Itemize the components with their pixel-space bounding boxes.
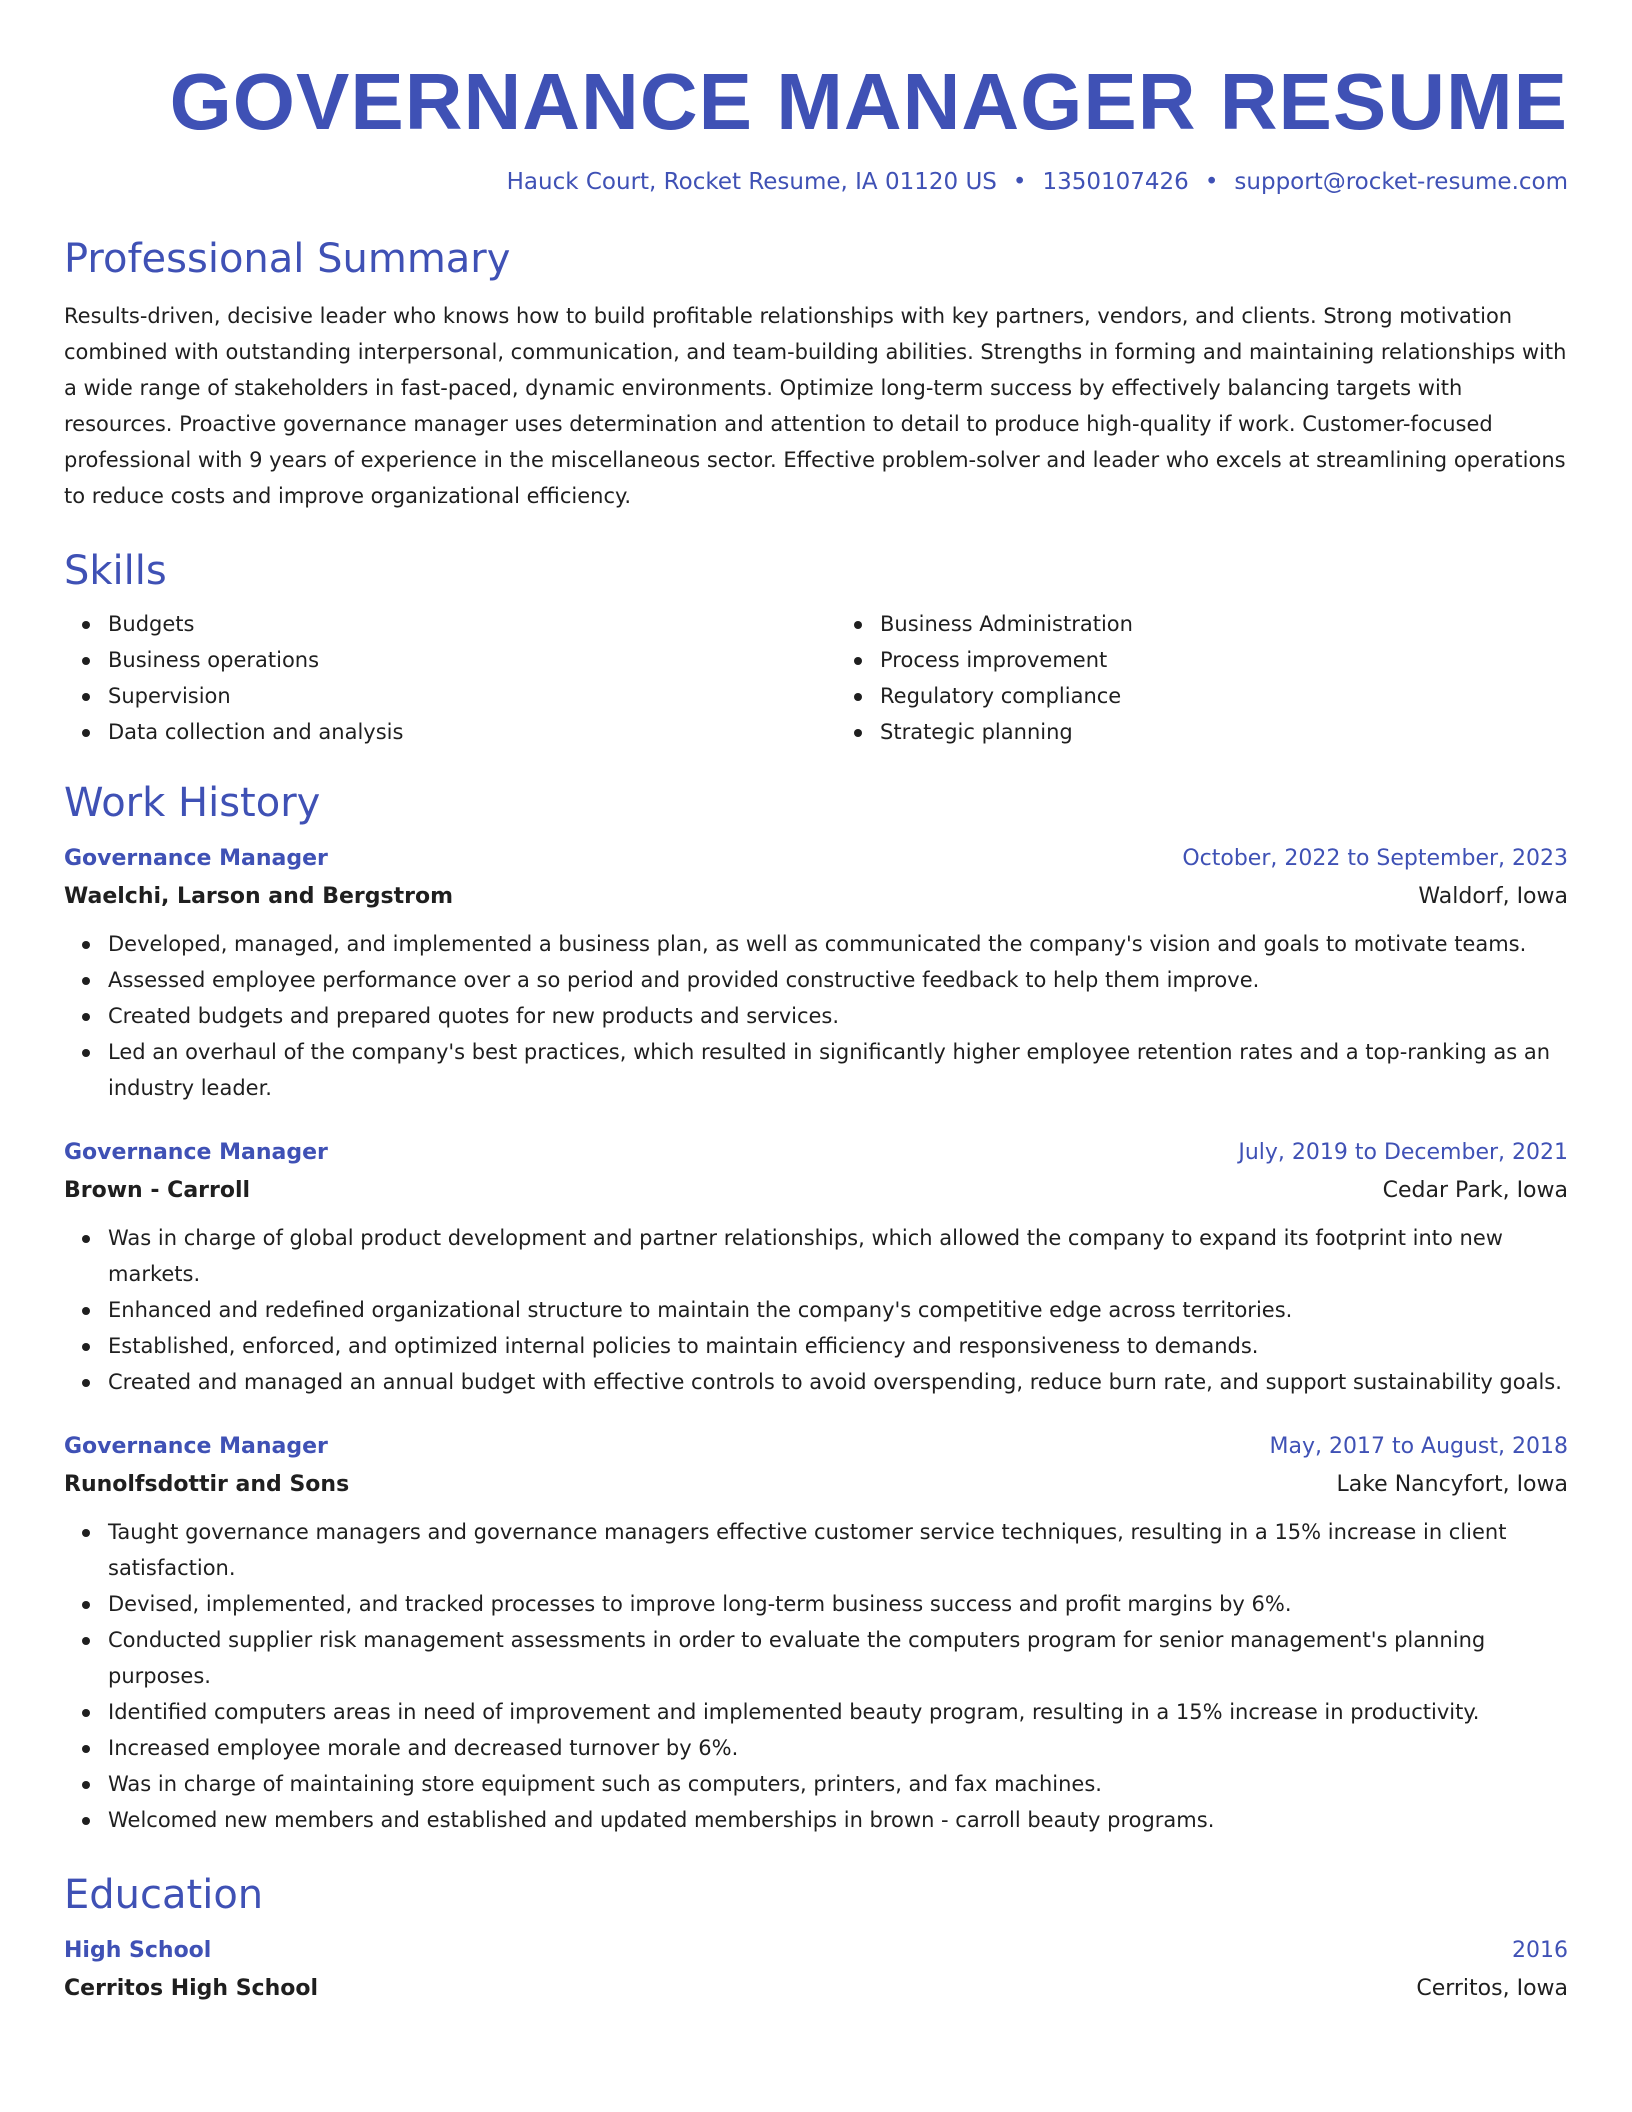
education-header-row (64, 1932, 1568, 1970)
skills-heading: Skills (64, 548, 167, 594)
job-bullet: Assessed employee performance over a so period and provided constructive feedback to help them improve. (64, 962, 1568, 998)
job-location: Cedar Park, Iowa (1382, 1178, 1568, 1203)
job-header-row (64, 1134, 1568, 1172)
education-school: Cerritos High School (64, 1976, 319, 2001)
job-bullet: Taught governance managers and governance managers effective customer service techniques, resulting in a 15% increase in client satisfaction. (64, 1514, 1568, 1586)
job-bullet: Created and managed an annual budget with effective controls to avoid overspending, reduce burn rate, and support sustainability goals. (64, 1364, 1568, 1400)
contact-separator: • (1012, 169, 1027, 195)
work-history-heading: Work History (64, 780, 321, 826)
work-history-section (64, 776, 1568, 1838)
job-company: Runolfsdottir and Sons (64, 1472, 350, 1497)
education-section (64, 1868, 1568, 2008)
job-bullet: Conducted supplier risk management assessments in order to evaluate the computers program for senior management's planning purposes. (64, 1622, 1568, 1694)
resume-header (64, 54, 1568, 200)
job-location: Waldorf, Iowa (1418, 884, 1568, 909)
education-school-row (64, 1970, 1568, 2008)
contact-phone[interactable]: 1350107426 (1042, 169, 1189, 195)
summary-text: Results-driven, decisive leader who knows how to build profitable relationships with key partners, vendors, and clients. Strong motivation combined with outstanding interpersonal, communication, and team-building abilities. Strengths in forming and maintaining relationships with a wide range of stakeholders in fast-paced, dynamic environments. Optimize long-term success by effectively balancing targets with resources. Proactive governance manager uses determination and attention to detail to produce high-quality if work. Customer-focused professional with 9 years of experience in the miscellaneous sector. Effective problem-solver and leader who excels at streamlining operations to reduce costs and improve organizational efficiency. (64, 304, 1567, 508)
job-bullet: Increased employee morale and decreased turnover by 6%. (64, 1730, 1568, 1766)
contact-line (64, 164, 1568, 200)
skills-section (64, 544, 1568, 750)
job-bullet: Identified computers areas in need of improvement and implemented beauty program, resulting in a 15% increase in productivity. (64, 1694, 1568, 1730)
job-dates: July, 2019 to December, 2021 (1238, 1140, 1568, 1165)
skill-item: Business Administration (836, 606, 1568, 642)
skill-item: Business operations (64, 642, 796, 678)
skill-item: Budgets (64, 606, 796, 642)
job-entry (64, 840, 1568, 1106)
job-company-row (64, 878, 1568, 916)
skill-item: Data collection and analysis (64, 714, 796, 750)
education-year: 2016 (1512, 1938, 1568, 1963)
education-entry (64, 1932, 1568, 2008)
job-header-row (64, 1428, 1568, 1466)
job-bullets (64, 1514, 1568, 1838)
skill-item: Process improvement (836, 642, 1568, 678)
job-dates: May, 2017 to August, 2018 (1269, 1434, 1568, 1459)
skills-list-left (64, 606, 796, 750)
job-bullets (64, 1220, 1568, 1400)
skills-grid (64, 606, 1568, 750)
job-bullet: Led an overhaul of the company's best practices, which resulted in significantly higher employee retention rates and a top-ranking as an industry leader. (64, 1034, 1568, 1106)
summary-heading: Professional Summary (64, 236, 511, 282)
job-company-row (64, 1172, 1568, 1210)
job-company: Brown - Carroll (64, 1178, 251, 1203)
job-role: Governance Manager (64, 1434, 328, 1459)
contact-email[interactable]: support@rocket-resume.com (1234, 169, 1568, 195)
education-location: Cerritos, Iowa (1416, 1976, 1568, 2001)
skill-item: Strategic planning (836, 714, 1568, 750)
job-entry (64, 1134, 1568, 1400)
job-location: Lake Nancyfort, Iowa (1336, 1472, 1568, 1497)
job-bullet: Established, enforced, and optimized internal policies to maintain efficiency and responsiveness to demands. (64, 1328, 1568, 1364)
education-degree: High School (64, 1938, 212, 1963)
job-bullet: Developed, managed, and implemented a business plan, as well as communicated the company's vision and goals to motivate teams. (64, 926, 1568, 962)
job-bullet: Devised, implemented, and tracked processes to improve long-term business success and profit margins by 6%. (64, 1586, 1568, 1622)
job-bullets (64, 926, 1568, 1106)
contact-address: Hauck Court, Rocket Resume, IA 01120 US (506, 169, 997, 195)
job-bullet: Was in charge of maintaining store equipment such as computers, printers, and fax machines. (64, 1766, 1568, 1802)
job-bullet: Enhanced and redefined organizational structure to maintain the company's competitive edge across territories. (64, 1292, 1568, 1328)
job-bullet: Created budgets and prepared quotes for new products and services. (64, 998, 1568, 1034)
contact-separator: • (1204, 169, 1219, 195)
job-role: Governance Manager (64, 846, 328, 871)
job-role: Governance Manager (64, 1140, 328, 1165)
skill-item: Supervision (64, 678, 796, 714)
job-bullet: Welcomed new members and established and updated memberships in brown - carroll beauty programs. (64, 1802, 1568, 1838)
job-entry (64, 1428, 1568, 1838)
job-dates: October, 2022 to September, 2023 (1182, 846, 1568, 871)
job-header-row (64, 840, 1568, 878)
skills-list-right (836, 606, 1568, 750)
resume-title: GOVERNANCE MANAGER RESUME (169, 57, 1568, 146)
summary-section (64, 232, 1568, 514)
education-heading: Education (64, 1872, 264, 1918)
job-bullet: Was in charge of global product development and partner relationships, which allowed the company to expand its footprint into new markets. (64, 1220, 1568, 1292)
skill-item: Regulatory compliance (836, 678, 1568, 714)
job-company-row (64, 1466, 1568, 1504)
job-company: Waelchi, Larson and Bergstrom (64, 884, 453, 909)
